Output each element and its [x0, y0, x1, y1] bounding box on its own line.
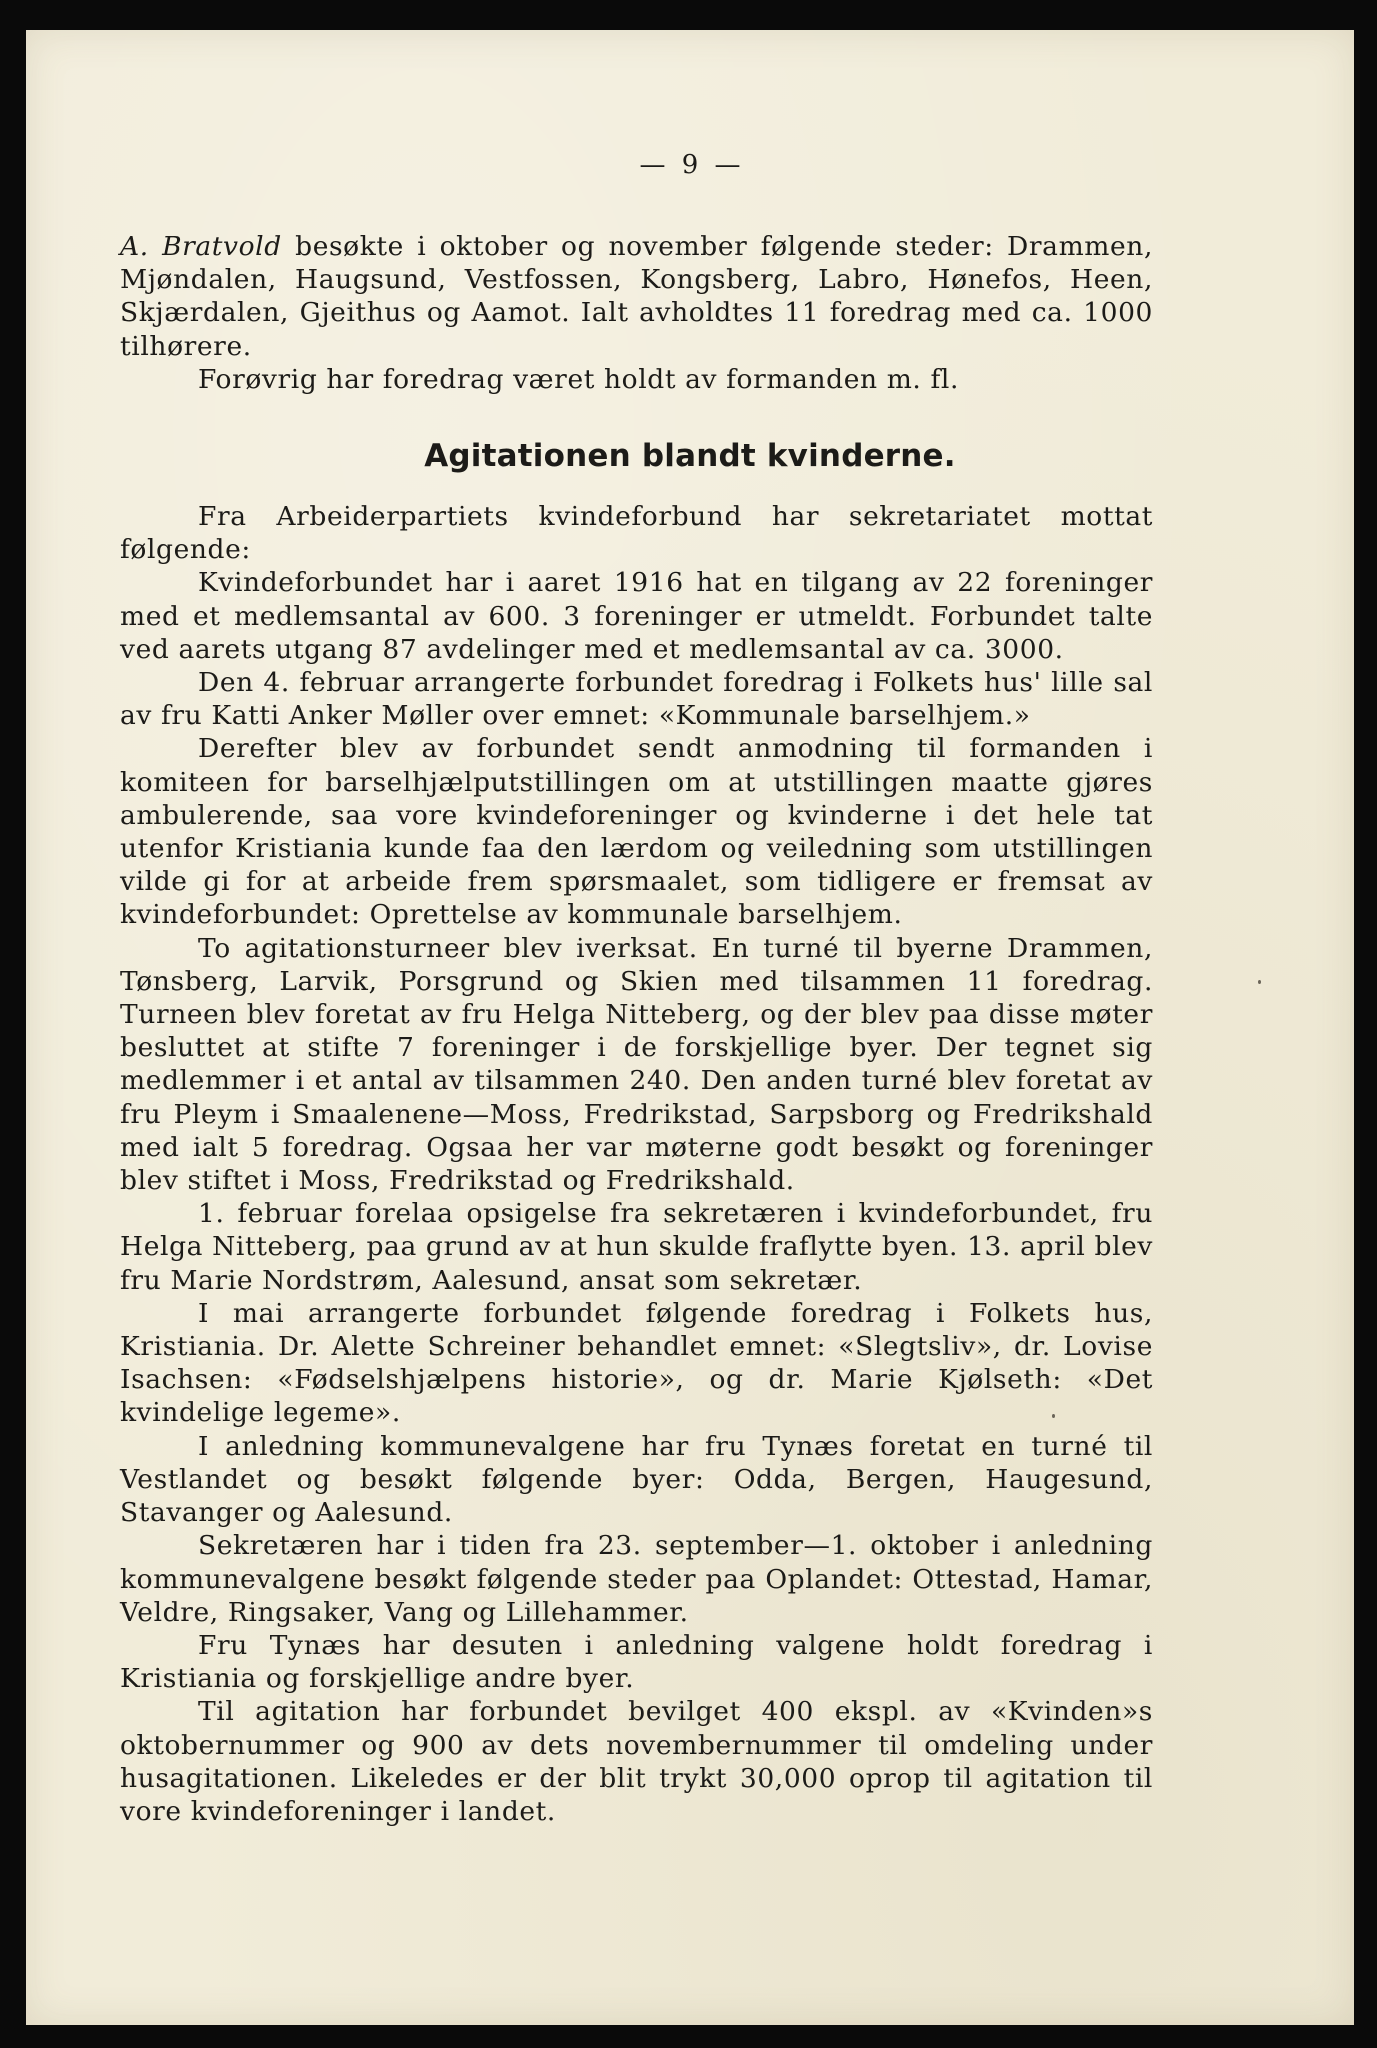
section-body	[120, 500, 1153, 1828]
author-name: A. Bratvold	[120, 231, 282, 262]
body-paragraph: Derefter blev av forbundet sendt anmodning til formanden i komiteen for barselhjælputstillingen om at utstillingen maatte gjøres ambulerende, saa vore kvindeforeninger og kvinderne i det hele tat utenfor Kristiania kunde faa den lærdom og veiledning som utstillingen vilde gi for at arbeide frem spørsmaalet, som tidligere er fremsat av kvindeforbundet: Oprettelse av kommunale barselhjem.	[120, 733, 1153, 931]
body-paragraph: Kvindeforbundet har i aaret 1916 hat en tilgang av 22 foreninger med et medlemsantal av 600. 3 foreninger er utmeldt. Forbundet talte ved aarets utgang 87 avdelinger med et medlemsantal av ca. 3000.	[120, 567, 1153, 665]
body-paragraph: Den 4. februar arrangerte forbundet foredrag i Folkets hus' lille sal av fru Katti Anker Møller over emnet: «Kommunale barselhjem.»	[120, 667, 1153, 732]
body-paragraph: Fra Arbeiderpartiets kvindeforbund har sekretariatet mottat følgende:	[120, 501, 1153, 566]
body-paragraph: I anledning kommunevalgene har fru Tynæs foretat en turné til Vestlandet og besøkt følgende byer: Odda, Bergen, Haugesund, Stavanger og Aalesund.	[120, 1430, 1153, 1529]
body-paragraph: Til agitation har forbundet bevilget 400 ekspl. av «Kvinden»s oktobernummer og 900 av dets novembernummer til omdeling under husagitationen. Likeledes er der blit trykt 30,000 oprop til agitation til vore kvindeforeninger i landet.	[120, 1696, 1153, 1827]
body-paragraph: Fru Tynæs har desuten i anledning valgene holdt foredrag i Kristiania og forskjellige andre byer.	[120, 1629, 1153, 1695]
document-page	[26, 30, 1354, 2025]
section-heading: Agitationen blandt kvinderne.	[424, 438, 956, 474]
body-paragraph: Sekretæren har i tiden fra 23. september—1. oktober i anledning kommunevalgene besøkt følgende steder paa Oplandet: Ottestad, Hamar, Veldre, Ringsaker, Vang og Lillehammer.	[120, 1530, 1153, 1628]
intro-paragraph-1-text: besøkte i oktober og november følgende steder: Drammen, Mjøndalen, Haugsund, Vestfossen, Kongsberg, Labro, Hønefos, Heen, Skjærdalen, Gjeithus og Aamot. Ialt avholdtes 11 foredrag med ca. 1000 tilhørere.	[120, 231, 1153, 362]
page-number: — 9 —	[639, 150, 741, 180]
intro-paragraph-2: Forøvrig har foredrag været holdt av formanden m. fl.	[198, 363, 959, 395]
body-paragraph: I mai arrangerte forbundet følgende foredrag i Folkets hus, Kristiania. Dr. Alette Schreiner behandlet emnet: «Slegtsliv», dr. Lovise Isachsen: «Fødselshjælpens historie», og dr. Marie Kjølseth: «Det kvindelige legeme».	[120, 1297, 1153, 1429]
body-paragraph: 1. februar forelaa opsigelse fra sekretæren i kvindeforbundet, fru Helga Nitteberg, paa grund av at hun skulde fraflytte byen. 13. april blev fru Marie Nordstrøm, Aalesund, ansat som sekretær.	[120, 1198, 1153, 1296]
body-paragraph: To agitationsturneer blev iverksat. En turné til byerne Drammen, Tønsberg, Larvik, Porsgrund og Skien med tilsammen 11 foredrag. Turneen blev foretat av fru Helga Nitteberg, og der blev paa disse møter besluttet at stifte 7 foreninger i de forskjellige byer. Der tegnet sig medlemmer i et antal av tilsammen 240. Den anden turné blev foretat av fru Pleym i Smaalenene—Moss, Fredrikstad, Sarpsborg og Fredrikshald med ialt 5 foredrag. Ogsaa her var møterne godt besøkt og foreninger blev stiftet i Moss, Fredrikstad og Fredrikshald.	[120, 932, 1153, 1197]
paper-speck	[1258, 980, 1261, 984]
paper-speck	[1052, 1414, 1055, 1418]
intro-paragraph-1	[120, 230, 1153, 363]
intro-block	[120, 230, 1153, 396]
